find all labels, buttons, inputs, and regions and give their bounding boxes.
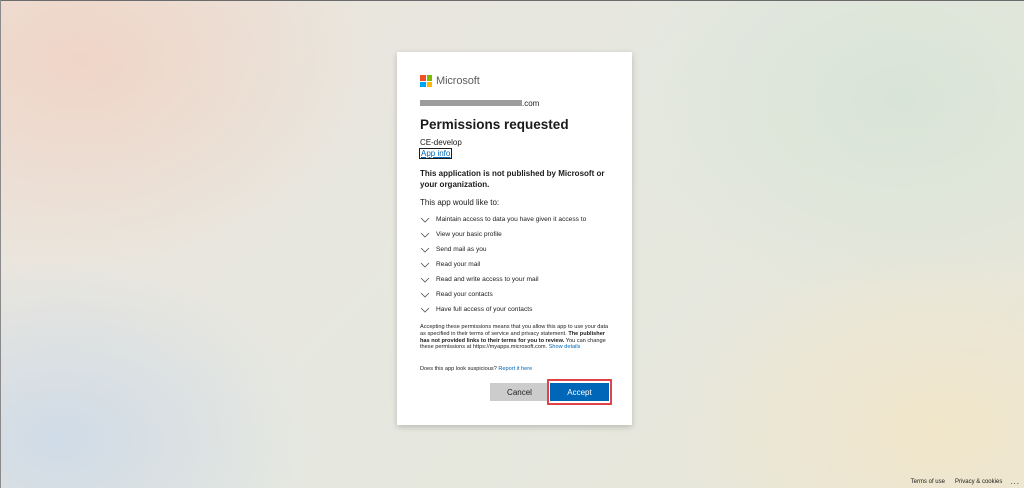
permissions-list [420,212,586,317]
chevron-down-icon [420,306,430,314]
permission-item[interactable] [420,272,586,287]
permissions-dialog [397,52,632,425]
fine-print-bold: The publisher has not provided links to their terms for you to review. [420,330,605,344]
chevron-down-icon [420,291,430,299]
consent-fine-print [420,324,615,351]
permission-item[interactable] [420,287,586,302]
permission-label: Send mail as you [436,246,487,253]
window-left-border [0,0,1,488]
permission-item[interactable] [420,227,586,242]
fine-print-text: Accepting these permissions means that you allow this app to use your data as specified in their terms of service and privacy statement. [420,324,609,337]
window-top-border [0,0,1024,1]
permission-label: View your basic profile [436,231,502,238]
privacy-link[interactable]: Privacy & cookies [954,478,1003,485]
more-options-icon[interactable]: ... [1010,477,1020,486]
permission-item[interactable] [420,242,586,257]
permission-label: Read your mail [436,261,481,268]
redacted-email [420,100,522,106]
fine-print-text-2: You can change these permissions at https://myapps.microsoft.com. [420,337,606,351]
chevron-down-icon [420,231,430,239]
permissions-intro: This app would like to: [420,198,500,207]
permission-item[interactable] [420,212,586,227]
page-title: Permissions requested [420,117,569,132]
app-info-link[interactable]: App info [421,149,451,158]
footer [901,477,1020,486]
accept-button[interactable]: Accept [550,383,609,401]
suspicious-question: Does this app look suspicious? [420,366,499,372]
permission-label: Maintain access to data you have given it access to [436,216,587,223]
email-domain: .com [522,98,540,108]
permission-label: Have full access of your contacts [436,306,533,313]
microsoft-logo [420,75,480,87]
suspicious-prompt [420,366,532,372]
unverified-warning: This application is not published by Microsoft or your organization. [420,169,605,189]
permission-item[interactable] [420,257,586,272]
cancel-button[interactable]: Cancel [490,383,549,401]
chevron-down-icon [420,261,430,269]
app-name: CE-develop [420,138,462,147]
account-email [420,98,539,108]
chevron-down-icon [420,246,430,254]
brand-name: Microsoft [436,75,480,87]
chevron-down-icon [420,216,430,224]
permission-label: Read your contacts [436,291,493,298]
show-details-link[interactable]: Show details [548,344,581,351]
microsoft-logo-icon [420,75,432,87]
terms-link[interactable]: Terms of use [910,478,945,485]
permission-label: Read and write access to your mail [436,276,539,283]
report-link[interactable]: Report it here [498,366,533,372]
permission-item[interactable] [420,302,586,317]
chevron-down-icon [420,276,430,284]
